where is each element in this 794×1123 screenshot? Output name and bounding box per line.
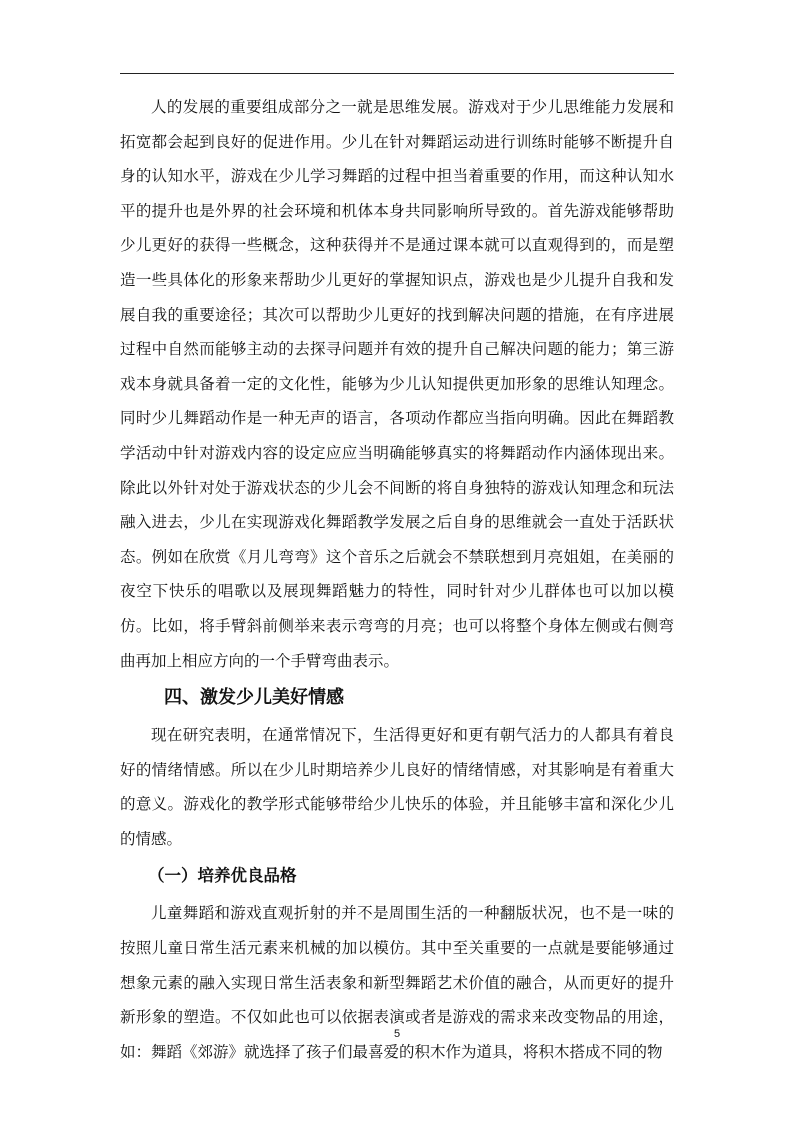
body-paragraph: 现在研究表明，在通常情况下，生活得更好和更有朝气活力的人都具有着良好的情绪情感。所以在少儿时期培养少儿良好的情绪情感，对其影响是有着重大的意义。游戏化的教学形式能够带给少儿快乐的体验，并且能够丰富和深化少儿的情感。 (120, 726, 674, 848)
page-body (120, 90, 674, 1069)
body-paragraph: 人的发展的重要组成部分之一就是思维发展。游戏对于少儿思维能力发展和拓宽都会起到良好的促进作用。少儿在针对舞蹈运动进行训练时能够不断提升自身的认知水平，游戏在少儿学习舞蹈的过程中担当着重要的作用，而这种认知水平的提升也是外界的社会环境和机体本身共同影响所导致的。首先游戏能够帮助少儿更好的获得一些概念，这种获得并不是通过课本就可以直观得到的，而是塑造一些具体化的形象来帮助少儿更好的掌握知识点，游戏也是少儿提升自我和发展自我的重要途径；其次可以帮助少儿更好的找到解决问题的措施，在有序进展过程中自然而能够主动的去探寻问题并有效的提升自己解决问题的能力；第三游戏本身就具备着一定的文化性，能够为少儿认知提供更加形象的思维认知理念。同时少儿舞蹈动作是一种无声的语言，各项动作都应当指向明确。因此在舞蹈教学活动中针对游戏内容的设定应应当明确能够真实的将舞蹈动作内涵体现出来。除此以外针对处于游戏状态的少儿会不间断的将自身独特的游戏认知理念和玩法融入进去，少儿在实现游戏化舞蹈教学发展之后自身的思维就会一直处于活跃状态。例如在欣赏《月儿弯弯》这个音乐之后就会不禁联想到月亮姐姐，在美丽的夜空下快乐的唱歌以及展现舞蹈魅力的特性，同时针对少儿群体也可以加以模仿。比如，将手臂斜前侧举来表示弯弯的月亮；也可以将整个身体左侧或右侧弯曲再加上相应方向的一个手臂弯曲表示。 (120, 98, 674, 670)
subsection-heading: （一）培养优良品格 (148, 866, 297, 886)
section-heading: 四、激发少儿美好情感 (164, 687, 344, 709)
body-paragraph: 儿童舞蹈和游戏直观折射的并不是周围生活的一种翻版状况，也不是一味的按照儿童日常生活元素来机械的加以模仿。其中至关重要的一点就是要能够通过想象元素的融入实现日常生活表象和新型舞蹈艺术价值的融合，从而更好的提升新形象的塑造。不仅如此也可以依据表演或者是游戏的需求来改变物品的用途，如：舞蹈《郊游》就选择了孩子们最喜爱的积木作为道具，将积木搭成不同的物 (120, 904, 674, 1061)
header-rule (120, 73, 674, 74)
page-number: 5 (393, 1028, 401, 1040)
